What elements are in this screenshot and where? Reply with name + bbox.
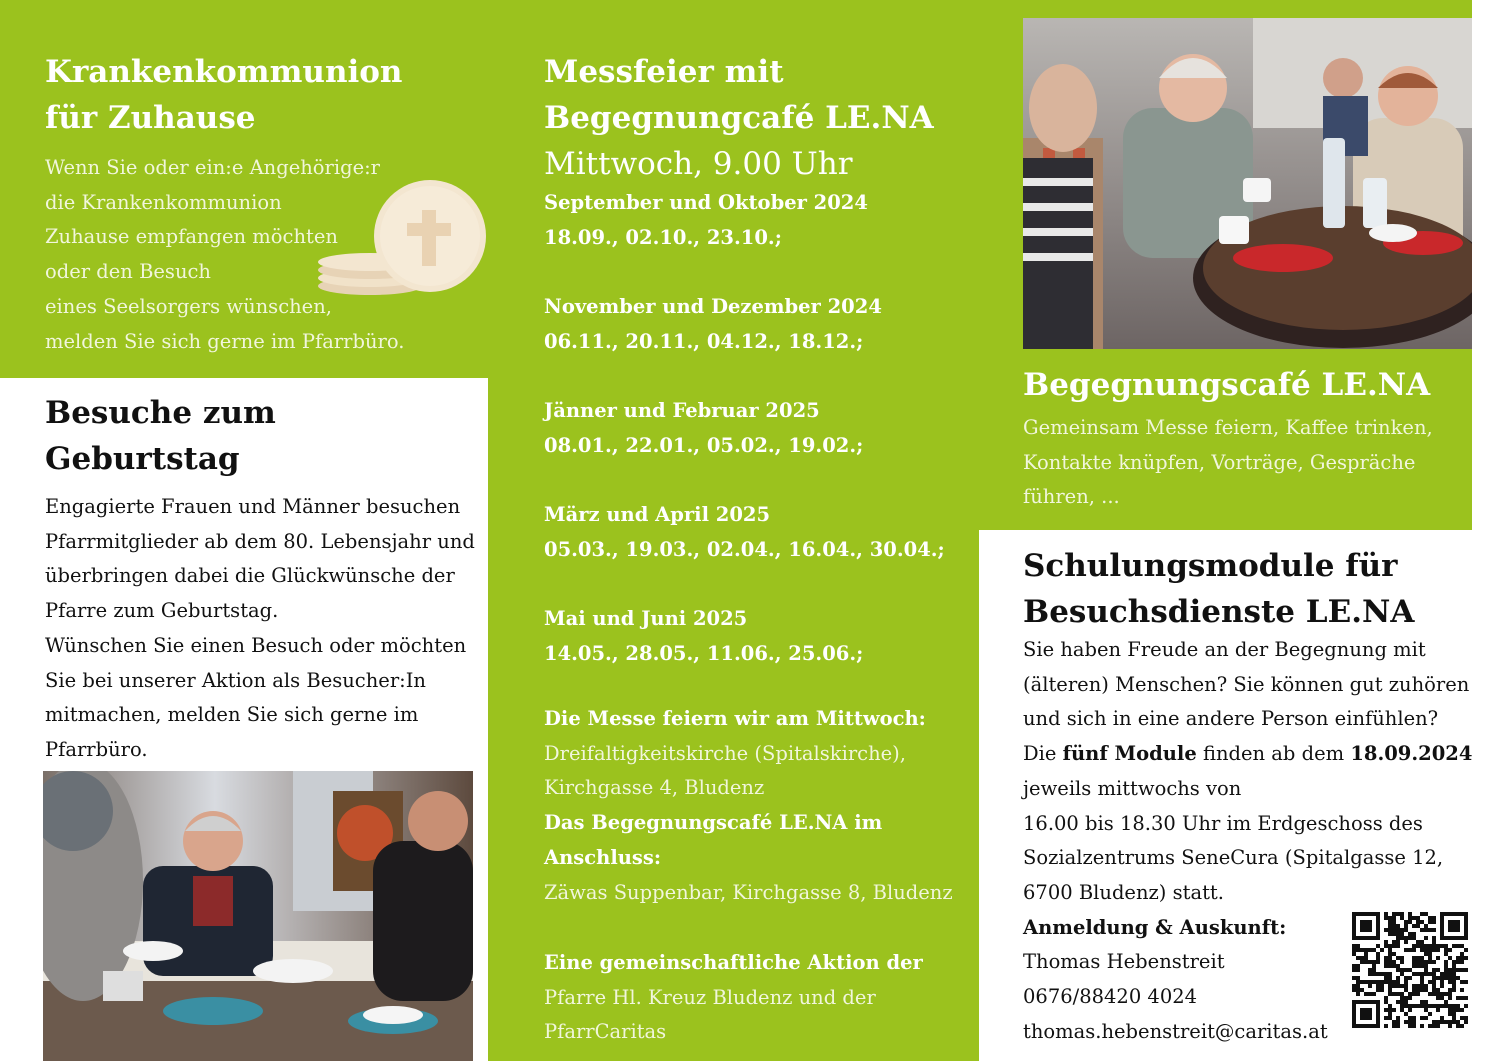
- schedule-dates: 06.11., 20.11., 04.12., 18.12.;: [544, 329, 864, 353]
- schedule-dates: 18.09., 02.10., 23.10.;: [544, 225, 782, 249]
- schedule-period: März und April 2025: [544, 503, 771, 527]
- contact-email[interactable]: thomas.hebenstreit@caritas.at: [1023, 1019, 1328, 1043]
- cafe-photo: [1023, 18, 1472, 349]
- contact-phone: 0676/88420 4024: [1023, 985, 1198, 1009]
- begegnungscafe-text: Gemeinsam Messe feiern, Kaffee trinken, Kontakte knüpfen, Vorträge, Gespräche führen, ...: [1023, 416, 1433, 509]
- schedule-dates: 08.01., 22.01., 05.02., 19.02.;: [544, 433, 864, 457]
- qr-code-icon[interactable]: [1352, 912, 1468, 1028]
- messfeier-location: Die Messe feiern wir am Mittwoch: Dreifaltigkeitskirche (Spitalskirche), Kirchgasse 4, Bludenz Das Begegnungscafé LE.NA im Anschluss: Zäwas Suppenbar, Kirchgasse 8, Bludenz: [544, 707, 953, 904]
- schulung-text: Sie haben Freude an der Begegnung mit (älteren) Menschen? Sie können gut zuhören und sich in eine andere Person einfühlen? Die fünf Module finden ab dem 18.09.2024 jeweils mittwochs von 16.00 bis 18.30 Uhr im Erdgeschoss des Sozialzentrums SeneCura (Spitalgasse 12, 6700 Bludenz) statt. Anmeldung & Auskunft: Thomas Hebenstreit 0676/88420 4024 thomas.hebenstreit@caritas.at: [1023, 633, 1472, 1049]
- krankenkommunion-title: Krankenkommunion für Zuhause: [45, 54, 403, 136]
- schedule-period: November und Dezember 2024: [544, 295, 882, 319]
- schedule-block: [544, 186, 945, 672]
- messfeier-subtitle: Mittwoch, 9.00 Uhr: [544, 146, 853, 182]
- schulung-title: Schulungsmodule für Besuchsdienste LE.NA: [1023, 548, 1415, 630]
- schedule-period: Jänner und Februar 2025: [544, 399, 820, 423]
- messfeier-aktion: Eine gemeinschaftliche Aktion der Pfarre Hl. Kreuz Bludenz und der PfarrCaritas: [544, 951, 923, 1044]
- schedule-period: September und Oktober 2024: [544, 191, 868, 214]
- begegnungscafe-title: Begegnungscafé LE.NA: [1023, 367, 1431, 403]
- modules-line: Die fünf Module finden ab dem 18.09.2024: [1023, 742, 1473, 766]
- communion-host-icon: [308, 176, 492, 300]
- schedule-dates: 05.03., 19.03., 02.04., 16.04., 30.04.;: [544, 538, 945, 562]
- schedule-dates: 14.05., 28.05., 11.06., 25.06.;: [544, 642, 864, 666]
- contact-name: Thomas Hebenstreit: [1023, 950, 1225, 974]
- geburtstag-title: Besuche zum Geburtstag: [45, 395, 276, 477]
- contact-heading: Anmeldung & Auskunft:: [1023, 915, 1287, 939]
- schedule-period: Mai und Juni 2025: [544, 607, 748, 631]
- geburtstag-text: Engagierte Frauen und Männer besuchen Pfarrmitglieder ab dem 80. Lebensjahr und überbringen dabei die Glückwünsche der Pfarre zum Geburtstag. Wünschen Sie einen Besuch oder möchten Sie bei unserer Aktion als Besucher:In mitmachen, melden Sie sich gerne im Pfarrbüro.: [45, 495, 475, 761]
- messfeier-title: Messfeier mit Begegnungcafé LE.NA: [544, 54, 934, 136]
- birthday-visit-photo: [43, 771, 473, 1061]
- krankenkommunion-text: Wenn Sie oder ein:e Angehörige:r die Krankenkommunion Zuhause empfangen möchten oder den Besuch eines Seelsorgers wünschen, melden Sie sich gerne im Pfarrbüro.: [45, 156, 405, 353]
